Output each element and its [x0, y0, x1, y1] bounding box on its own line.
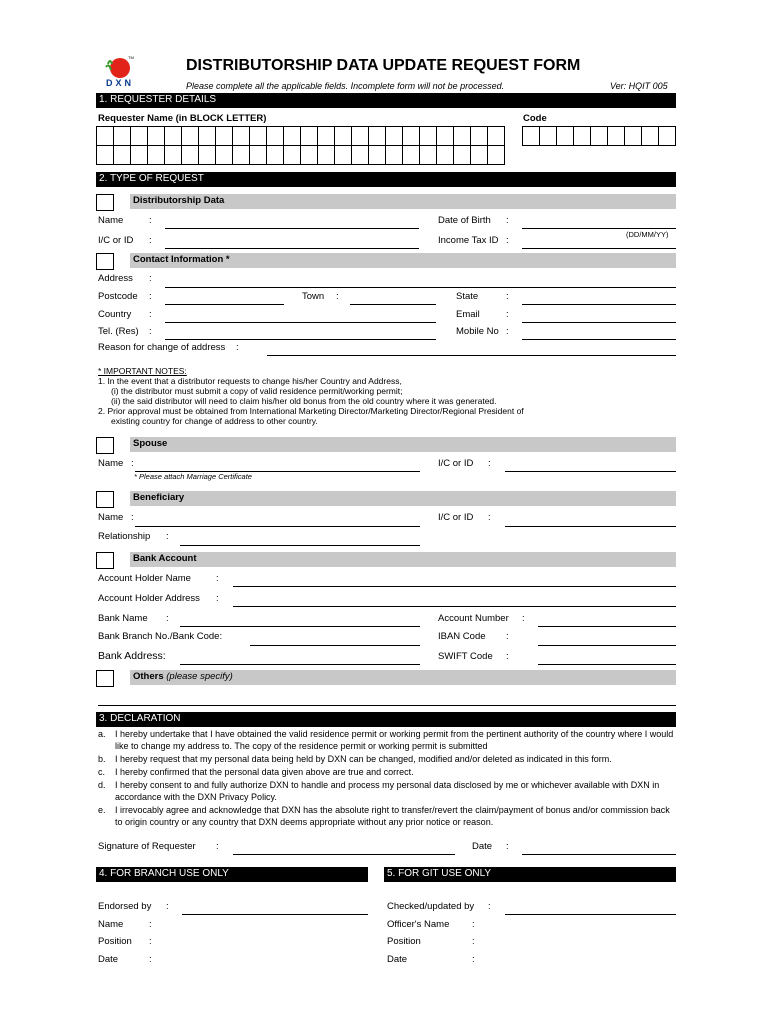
letter-box[interactable] [471, 127, 488, 146]
colon: : [149, 291, 152, 302]
declaration-list [98, 728, 678, 829]
git-date-label: Date [387, 954, 408, 965]
colon: : [216, 573, 219, 584]
letter-box[interactable] [608, 127, 625, 146]
postcode-line[interactable] [165, 304, 284, 305]
declaration-item [98, 766, 678, 778]
branch-label: Bank Branch No./Bank Code: [98, 631, 223, 642]
acc-holder-addr-label: Account Holder Address [98, 593, 200, 604]
distributorship-data-header: Distributorship Data [130, 194, 676, 209]
country-line[interactable] [165, 322, 436, 323]
page-title: DISTRIBUTORSHIP DATA UPDATE REQUEST FORM [186, 57, 581, 74]
branch-position-label: Position [98, 936, 132, 947]
tel-line[interactable] [165, 339, 436, 340]
acc-holder-addr-line[interactable] [233, 606, 676, 607]
acc-number-line[interactable] [538, 626, 676, 627]
note-2-cont: existing country for change of address to other country. [111, 416, 318, 426]
letter-box[interactable] [250, 146, 267, 165]
colon: : [336, 291, 339, 302]
form-subtitle: Please complete all the applicable fields. Incomplete form will not be processed. [186, 81, 505, 91]
others-note: (please specify) [166, 671, 233, 682]
colon: : [149, 309, 152, 320]
others-header [130, 670, 676, 685]
others-label: Others [133, 671, 164, 682]
letter-box[interactable] [420, 127, 437, 146]
letter-box[interactable] [199, 146, 216, 165]
letter-box[interactable] [403, 146, 420, 165]
dob-line[interactable] [522, 228, 676, 229]
letter-box[interactable] [454, 146, 471, 165]
letter-box[interactable] [97, 146, 114, 165]
letter-box[interactable] [335, 127, 352, 146]
ic-label: I/C or ID [98, 235, 134, 246]
mobile-line[interactable] [522, 339, 676, 340]
note-1i: (i) the distributor must submit a copy of valid residence permit/working permit; [111, 386, 403, 396]
letter-box[interactable] [386, 127, 403, 146]
letter-box[interactable] [267, 127, 284, 146]
iban-label: IBAN Code [438, 631, 486, 642]
bank-account-header: Bank Account [130, 552, 676, 567]
colon: : [488, 901, 491, 912]
declaration-item [98, 753, 678, 765]
colon: : [216, 841, 219, 852]
beneficiary-checkbox[interactable] [96, 491, 114, 508]
iban-line[interactable] [538, 645, 676, 646]
letter-box[interactable] [165, 127, 182, 146]
signature-label: Signature of Requester [98, 841, 196, 852]
letter-box[interactable] [659, 127, 676, 146]
tax-label: Income Tax ID [438, 235, 499, 246]
declaration-letter: b. [98, 754, 106, 764]
town-label: Town [302, 291, 325, 302]
reason-line[interactable] [267, 355, 676, 356]
spouse-ic-label: I/C or ID [438, 458, 474, 469]
colon: : [472, 936, 475, 947]
branch-name-label: Name [98, 919, 124, 930]
colon: : [488, 458, 491, 469]
letter-box[interactable] [250, 127, 267, 146]
letter-box[interactable] [352, 127, 369, 146]
section-branch-use: 4. FOR BRANCH USE ONLY [96, 867, 368, 882]
section-type-of-request: 2. TYPE OF REQUEST [96, 172, 676, 187]
tax-line[interactable] [522, 248, 676, 249]
bank-name-label: Bank Name [98, 613, 148, 624]
colon: : [506, 326, 509, 337]
relationship-line[interactable] [180, 545, 420, 546]
declaration-item [98, 779, 678, 803]
note-2: 2. Prior approval must be obtained from International Marketing Director/Marketing Director/Regional President of [98, 406, 524, 416]
colon: : [216, 593, 219, 604]
letter-box[interactable] [625, 127, 642, 146]
requester-name-label: Requester Name (in BLOCK LETTER) [98, 113, 267, 124]
letter-box[interactable] [420, 146, 437, 165]
letter-box[interactable] [267, 146, 284, 165]
branch-line[interactable] [250, 645, 420, 646]
date-format-hint: (DD/MM/YY) [626, 230, 669, 239]
colon: : [131, 458, 134, 469]
distributorship-data-checkbox[interactable] [96, 194, 114, 211]
letter-box[interactable] [199, 127, 216, 146]
endorsed-label: Endorsed by [98, 901, 152, 912]
declaration-text: I hereby undertake that I have obtained the valid residence permit or working permit from the pertinent authority of the country where I would like to change my address to. The copy of the residence permit or working permit is submitted [115, 729, 674, 751]
letter-box[interactable] [352, 146, 369, 165]
requester-name-boxes[interactable] [96, 126, 505, 165]
colon: : [236, 342, 239, 353]
acc-number-label: Account Number [438, 613, 509, 624]
town-line[interactable] [350, 304, 436, 305]
letter-box[interactable] [284, 127, 301, 146]
colon: : [149, 954, 152, 965]
spouse-checkbox[interactable] [96, 437, 114, 454]
section-requester-details: 1. REQUESTER DETAILS [96, 93, 676, 108]
section-git-use: 5. FOR GIT USE ONLY [384, 867, 676, 882]
note-1ii: (ii) the said distributor will need to claim his/her old bonus from the old country where it was generated. [111, 396, 497, 406]
colon: : [166, 613, 169, 624]
letter-box[interactable] [523, 127, 540, 146]
letter-box[interactable] [557, 127, 574, 146]
declaration-letter: a. [98, 729, 106, 739]
relationship-label: Relationship [98, 531, 151, 542]
spouse-note: * Please attach Marriage Certificate [134, 472, 252, 481]
address-line[interactable] [165, 287, 676, 288]
letter-box[interactable] [216, 127, 233, 146]
ic-line[interactable] [165, 248, 419, 249]
colon: : [506, 651, 509, 662]
colon: : [149, 215, 152, 226]
swift-line[interactable] [538, 664, 676, 665]
dob-label: Date of Birth [438, 215, 491, 226]
colon: : [149, 326, 152, 337]
beneficiary-header: Beneficiary [130, 491, 676, 506]
ben-ic-line[interactable] [505, 526, 676, 527]
letter-box[interactable] [148, 146, 165, 165]
contact-info-checkbox[interactable] [96, 253, 114, 270]
bank-account-checkbox[interactable] [96, 552, 114, 569]
letter-box[interactable] [642, 127, 659, 146]
git-position-label: Position [387, 936, 421, 947]
colon: : [166, 531, 169, 542]
declaration-text: I hereby consent to and fully authorize DXN to handle and process my personal data disclosed by me or whichever available with DXN in accordance with the DXN Privacy Policy. [115, 780, 660, 802]
colon: : [506, 215, 509, 226]
letter-box[interactable] [233, 146, 250, 165]
colon: : [472, 954, 475, 965]
reason-label: Reason for change of address [98, 342, 226, 353]
declaration-text: I hereby request that my personal data being held by DXN can be changed, modified and/or deleted as indicated in this form. [115, 754, 612, 764]
tel-label: Tel. (Res) [98, 326, 139, 337]
name-label: Name [98, 215, 124, 226]
letter-box[interactable] [386, 146, 403, 165]
acc-holder-line[interactable] [233, 586, 676, 587]
letter-box[interactable] [437, 127, 454, 146]
colon: : [149, 936, 152, 947]
notes-title: * IMPORTANT NOTES: [98, 366, 187, 376]
letter-box[interactable] [97, 127, 114, 146]
spouse-ic-line[interactable] [505, 471, 676, 472]
name-line[interactable] [165, 228, 419, 229]
colon: : [131, 512, 134, 523]
letter-box[interactable] [369, 146, 386, 165]
code-boxes[interactable] [522, 126, 676, 146]
ben-name-label: Name [98, 512, 124, 523]
declaration-text: I hereby confirmed that the personal data given above are true and correct. [115, 767, 414, 777]
colon: : [472, 919, 475, 930]
colon: : [522, 613, 525, 624]
spouse-header: Spouse [130, 437, 676, 452]
declaration-letter: c. [98, 767, 106, 777]
colon: : [506, 309, 509, 320]
state-label: State [456, 291, 479, 302]
letter-box[interactable] [574, 127, 591, 146]
letter-box[interactable] [403, 127, 420, 146]
email-label: Email [456, 309, 480, 320]
letter-box[interactable] [216, 146, 233, 165]
declaration-item [98, 804, 678, 828]
letter-box[interactable] [165, 146, 182, 165]
branch-date-label: Date [98, 954, 119, 965]
colon: : [149, 235, 152, 246]
bank-address-label: Bank Address: [98, 650, 166, 662]
declaration-text: I irrevocably agree and acknowledge that DXN has the absolute right to transfer/revert the claim/payment of bonus and/or commission back to origin country or any country that DXN deems appropriate without any prior notice or reason. [115, 805, 670, 827]
letter-box[interactable] [284, 146, 301, 165]
svg-text:TM: TM [128, 55, 134, 60]
others-line[interactable] [98, 705, 676, 706]
letter-box[interactable] [182, 127, 199, 146]
address-label: Address [98, 273, 133, 284]
declaration-letter: d. [98, 780, 106, 790]
signature-line[interactable] [233, 854, 455, 855]
state-line[interactable] [522, 304, 676, 305]
letter-box[interactable] [131, 146, 148, 165]
colon: : [506, 291, 509, 302]
colon: : [506, 631, 509, 642]
note-1: 1. In the event that a distributor requests to change his/her Country and Address, [98, 376, 402, 386]
swift-label: SWIFT Code [438, 651, 493, 662]
bank-name-line[interactable] [180, 626, 420, 627]
acc-holder-label: Account Holder Name [98, 573, 191, 584]
letter-box[interactable] [454, 127, 471, 146]
letter-box[interactable] [488, 146, 505, 165]
checked-label: Checked/updated by [387, 901, 475, 912]
declaration-letter: e. [98, 805, 106, 815]
ben-ic-label: I/C or ID [438, 512, 474, 523]
spouse-name-label: Name [98, 458, 124, 469]
letter-box[interactable] [471, 146, 488, 165]
colon: : [166, 901, 169, 912]
letter-box[interactable] [335, 146, 352, 165]
letter-box[interactable] [318, 127, 335, 146]
letter-box[interactable] [318, 146, 335, 165]
form-version: Ver: HQIT 005 [610, 81, 668, 91]
checked-line[interactable] [505, 914, 676, 915]
declaration-item [98, 728, 678, 752]
contact-info-header: Contact Information * [130, 253, 676, 268]
postcode-label: Postcode [98, 291, 138, 302]
code-label: Code [523, 113, 547, 124]
letter-box[interactable] [148, 127, 165, 146]
email-line[interactable] [522, 322, 676, 323]
letter-box[interactable] [591, 127, 608, 146]
letter-box[interactable] [131, 127, 148, 146]
letter-box[interactable] [114, 127, 131, 146]
ben-name-line[interactable] [135, 526, 420, 527]
letter-box[interactable] [182, 146, 199, 165]
letter-box[interactable] [488, 127, 505, 146]
letter-box[interactable] [301, 127, 318, 146]
colon: : [488, 512, 491, 523]
letter-box[interactable] [114, 146, 131, 165]
colon: : [506, 235, 509, 246]
section-declaration: 3. DECLARATION [96, 712, 676, 727]
colon: : [506, 841, 509, 852]
dxn-logo [100, 54, 136, 90]
letter-box[interactable] [437, 146, 454, 165]
letter-box[interactable] [233, 127, 250, 146]
letter-box[interactable] [369, 127, 386, 146]
country-label: Country [98, 309, 132, 320]
colon: : [149, 919, 152, 930]
officer-label: Officer's Name [387, 919, 450, 930]
logo-text: DXN [106, 78, 135, 88]
bank-address-line[interactable] [180, 664, 420, 665]
letter-box[interactable] [540, 127, 557, 146]
letter-box[interactable] [301, 146, 318, 165]
mobile-label: Mobile No [456, 326, 499, 337]
decl-date-label: Date [472, 841, 493, 852]
important-notes [98, 366, 658, 426]
decl-date-line[interactable] [522, 854, 676, 855]
endorsed-line[interactable] [182, 914, 368, 915]
others-checkbox[interactable] [96, 670, 114, 687]
colon: : [149, 273, 152, 284]
